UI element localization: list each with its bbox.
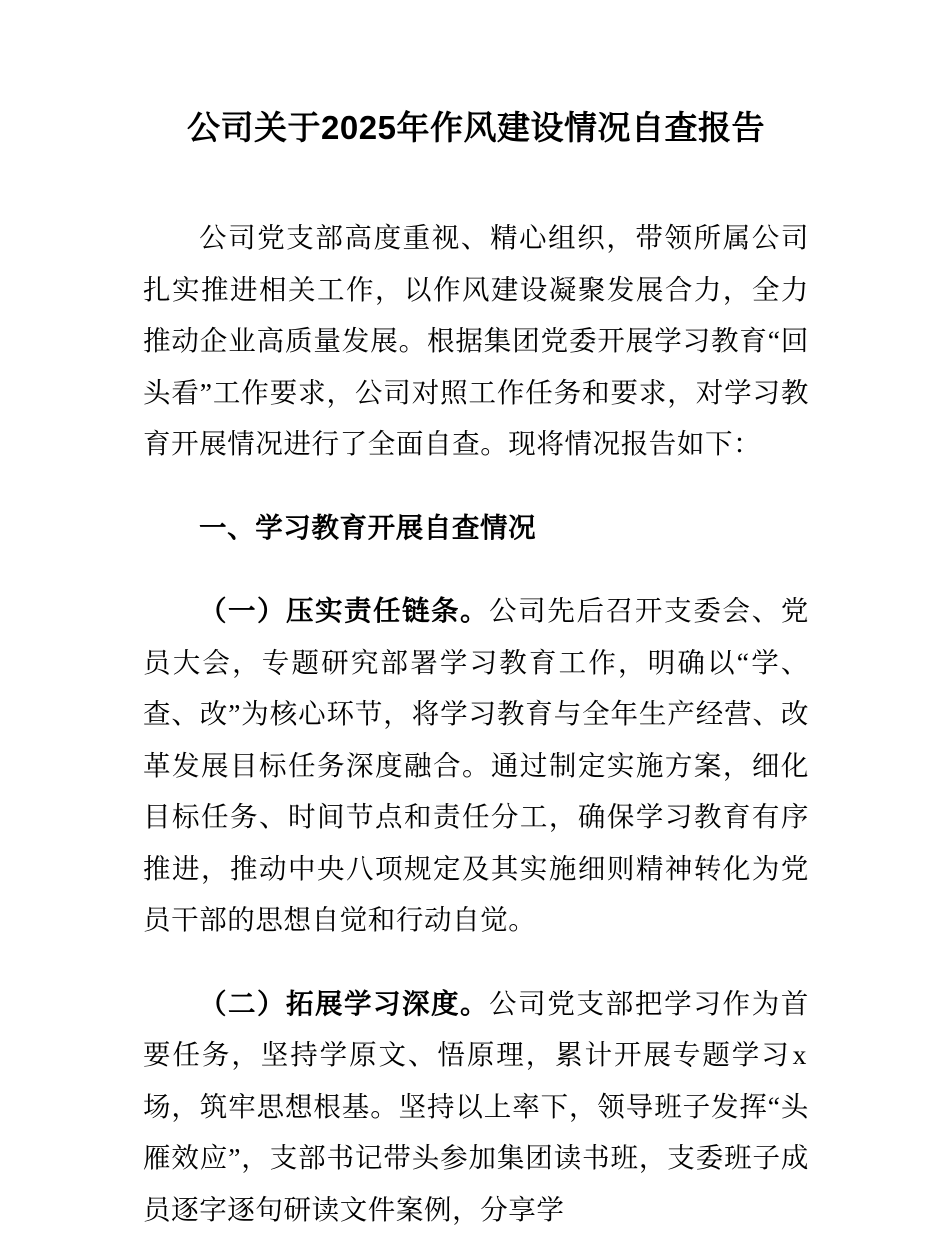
subsection-two-lead: （二）拓展学习深度。 [199,988,489,1019]
page-content-area [143,0,809,1235]
subsection-two-paragraph [143,978,809,1235]
document-body [143,150,809,1235]
subsection-one-paragraph [143,585,809,946]
intro-paragraph: 公司党支部高度重视、精心组织，带领所属公司扎实推进相关工作，以作风建设凝聚发展合力，全力推动企业高质量发展。根据集团党委开展学习教育“回头看”工作要求，公司对照工作任务和要求，对学习教育开展情况进行了全面自查。现将情况报告如下： [143,212,809,470]
page-title: 公司关于2025年作风建设情况自查报告 [143,0,809,150]
subsection-two-count-placeholder: x [791,1039,809,1070]
subsection-one-lead: （一）压实责任链条。 [199,595,489,626]
subsection-two-text-b: 场，筑牢思想根基。坚持以上率下，领导班子发挥“头雁效应”，支部书记带头参加集团读书班，支委班子成员逐字逐句研读文件案例，分享学 [143,1091,809,1225]
section-heading-one: 一、学习教育开展自查情况 [143,502,809,554]
subsection-two-text-a: 公司党支部把学习作为首要任务，坚持学原文、悟原理，累计开展专题学习 [143,988,809,1071]
subsection-one-text: 公司先后召开支委会、党员大会，专题研究部署学习教育工作，明确以“学、查、改”为核心环节，将学习教育与全年生产经营、改革发展目标任务深度融合。通过制定实施方案，细化目标任务、时间节点和责任分工，确保学习教育有序推进，推动中央八项规定及其实施细则精神转化为党员干部的思想自觉和行动自觉。 [143,595,809,935]
